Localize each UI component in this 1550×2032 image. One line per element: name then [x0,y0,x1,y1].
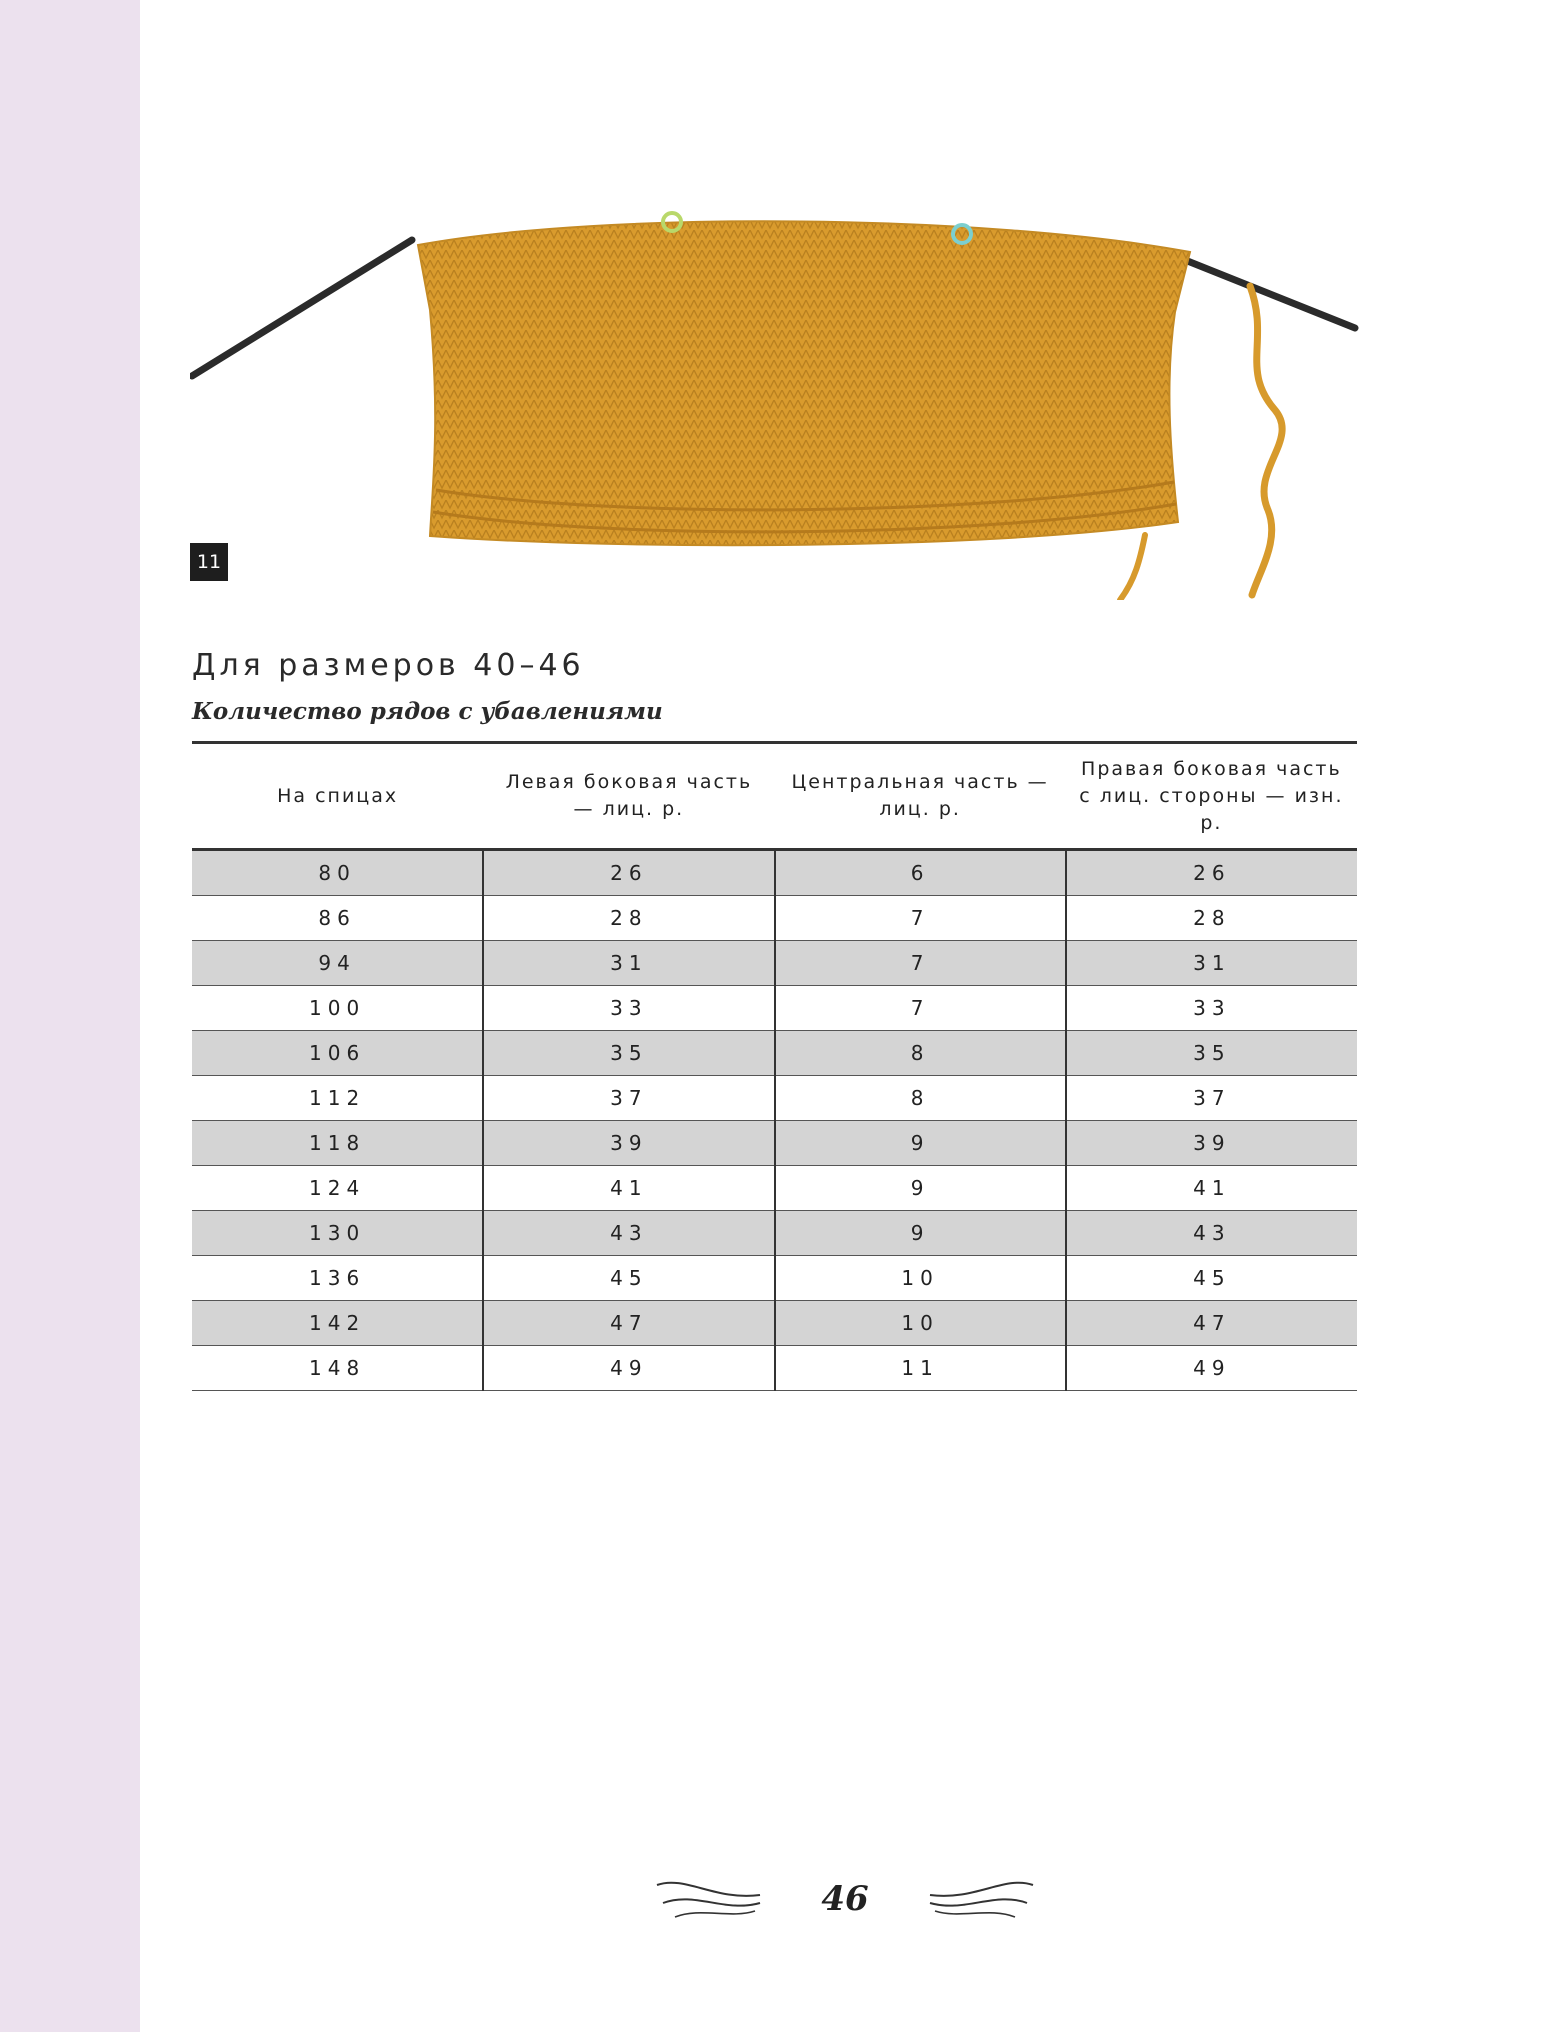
table-cell: 6 [775,850,1066,896]
table-cell: 49 [1066,1346,1357,1391]
table-cell: 49 [483,1346,774,1391]
table-cell: 130 [192,1211,483,1256]
table-row [192,1031,1357,1076]
table-cell: 80 [192,850,483,896]
column-header: Левая боковая часть — лиц. р. [505,771,753,820]
table-cell: 31 [1066,941,1357,986]
table-cell: 106 [192,1031,483,1076]
table-row [192,896,1357,941]
table-cell: 142 [192,1301,483,1346]
table-cell: 35 [1066,1031,1357,1076]
table-row [192,1076,1357,1121]
table-header-row [192,743,1357,850]
table-cell: 45 [1066,1256,1357,1301]
table-cell: 7 [775,986,1066,1031]
table-cell: 39 [483,1121,774,1166]
table-cell: 37 [1066,1076,1357,1121]
table-cell: 7 [775,941,1066,986]
table-cell: 9 [775,1211,1066,1256]
table-cell: 118 [192,1121,483,1166]
table-cell: 37 [483,1076,774,1121]
left-needle [192,240,412,376]
column-header: На спицах [277,784,399,807]
table-row [192,941,1357,986]
knitting-photo [190,190,1360,600]
table-cell: 41 [483,1166,774,1211]
page-footer [640,1873,1050,1933]
right-needle [1180,258,1355,328]
table-row [192,1301,1357,1346]
table-cell: 43 [1066,1211,1357,1256]
page [140,0,1550,2032]
table-cell: 47 [1066,1301,1357,1346]
table-row [192,1121,1357,1166]
table-cell: 9 [775,1166,1066,1211]
table-caption: Количество рядов с убавлениями [192,698,663,725]
table-cell: 94 [192,941,483,986]
table-cell: 136 [192,1256,483,1301]
table-cell: 31 [483,941,774,986]
table-cell: 39 [1066,1121,1357,1166]
table-row [192,1256,1357,1301]
table-cell: 9 [775,1121,1066,1166]
table-cell: 35 [483,1031,774,1076]
table-row [192,986,1357,1031]
table-cell: 28 [483,896,774,941]
table-row [192,1166,1357,1211]
table-cell: 148 [192,1346,483,1391]
figure-number-badge: 11 [190,543,228,581]
table-cell: 47 [483,1301,774,1346]
table-cell: 43 [483,1211,774,1256]
table-cell: 112 [192,1076,483,1121]
section-title: Для размеров 40–46 [192,647,585,683]
yarn-tail [1250,286,1282,595]
table-cell: 26 [483,850,774,896]
table-cell: 86 [192,896,483,941]
table-cell: 8 [775,1031,1066,1076]
table-row [192,1346,1357,1391]
table-cell: 11 [775,1346,1066,1391]
page-number: 46 [821,1879,869,1919]
decrease-rows-table [192,741,1357,1391]
table-cell: 33 [1066,986,1357,1031]
table-cell: 10 [775,1256,1066,1301]
table-row [192,1211,1357,1256]
table-cell: 26 [1066,850,1357,896]
table-cell: 10 [775,1301,1066,1346]
table-cell: 45 [483,1256,774,1301]
table-cell: 7 [775,896,1066,941]
column-header: Правая боковая часть с лиц. стороны — изн. р. [1079,757,1344,834]
table-cell: 33 [483,986,774,1031]
table-cell: 124 [192,1166,483,1211]
table-cell: 28 [1066,896,1357,941]
table-cell: 41 [1066,1166,1357,1211]
ornament-right-icon [925,1873,1035,1923]
table-cell: 8 [775,1076,1066,1121]
table-row [192,850,1357,896]
column-header: Центральная часть — лиц. р. [791,771,1049,820]
table-cell: 100 [192,986,483,1031]
page-side-band [0,0,140,2032]
